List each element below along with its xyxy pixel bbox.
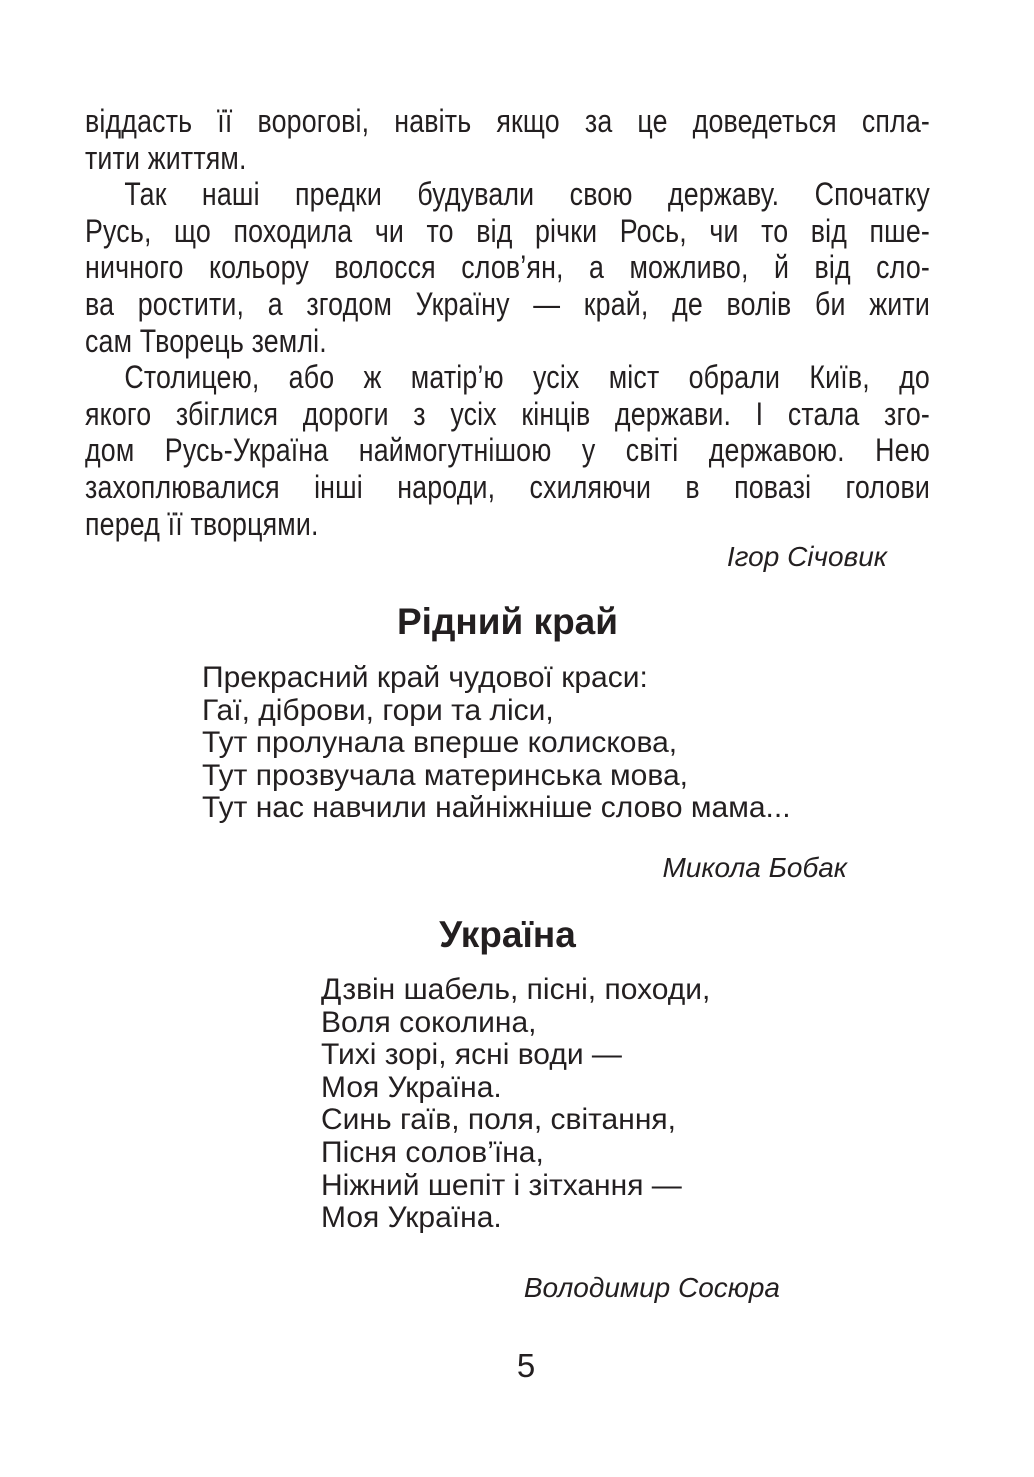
prose-line: сам Творець землі.	[85, 322, 327, 359]
poem-line: Воля соколина,	[321, 1005, 537, 1039]
prose-line: віддасть її ворогові, навіть якщо за це доведеться спла-	[85, 103, 930, 139]
prose-line: Так наші предки будували свою державу. Спочатку	[124, 176, 930, 213]
poem-line: Тут пролунала вперше колискова,	[202, 726, 678, 760]
poem-line: Пісня солов’їна,	[321, 1135, 544, 1169]
poem-line: Прекрасний край чудової краси:	[202, 661, 648, 694]
prose-author: Ігор Січовик	[726, 541, 887, 572]
prose-line: ва ростити, а згодом Україну — край, де волів би жити	[85, 285, 930, 322]
prose-line: захоплювалися інші народи, схиляючи в повазі голови	[85, 468, 930, 505]
poem-title-ukraina: Україна	[439, 914, 576, 955]
poem-line: Тут нас навчили найніжніше слово мама...	[202, 791, 791, 825]
poem-line: Дзвін шабель, пісні, походи,	[321, 973, 711, 1006]
prose-line: перед її творцями.	[85, 505, 319, 542]
poem-line: Моя Україна.	[321, 1201, 502, 1235]
poem-line: Тихі зорі, ясні води —	[321, 1038, 622, 1072]
page-number: 5	[516, 1347, 536, 1384]
poem-line: Гаї, діброви, гори та ліси,	[202, 693, 554, 727]
prose-section	[85, 103, 930, 542]
prose-line: ничного кольору волосся слов’ян, а можливо, й від сло-	[85, 249, 930, 286]
poem-author-ridnyi-krai: Микола Бобак	[662, 852, 847, 883]
poem-body	[321, 974, 710, 1235]
poem-author-ukraina: Володимир Сосюра	[523, 1272, 780, 1303]
poem-line: Синь гаїв, поля, світання,	[321, 1103, 676, 1137]
poem-line: Тут прозвучала материнська мова,	[202, 758, 688, 792]
poem-line: Ніжний шепіт і зітхання —	[321, 1168, 682, 1202]
prose-line: тити життям.	[85, 139, 247, 176]
poem-line: Моя Україна.	[321, 1070, 502, 1104]
prose-line: якого збіглися дороги з усіх кінців держави. І стала зго-	[85, 395, 930, 432]
prose-line: дом Русь-Україна наймогутнішою у світі державою. Нею	[85, 432, 930, 469]
poem-title-ridnyi-krai: Рідний край	[396, 601, 618, 642]
prose-line: Русь, що походила чи то від річки Рось, чи то від пше-	[85, 212, 930, 249]
poem-body	[202, 662, 791, 825]
prose-line: Столицею, або ж матір’ю усіх міст обрали Київ, до	[124, 359, 930, 396]
